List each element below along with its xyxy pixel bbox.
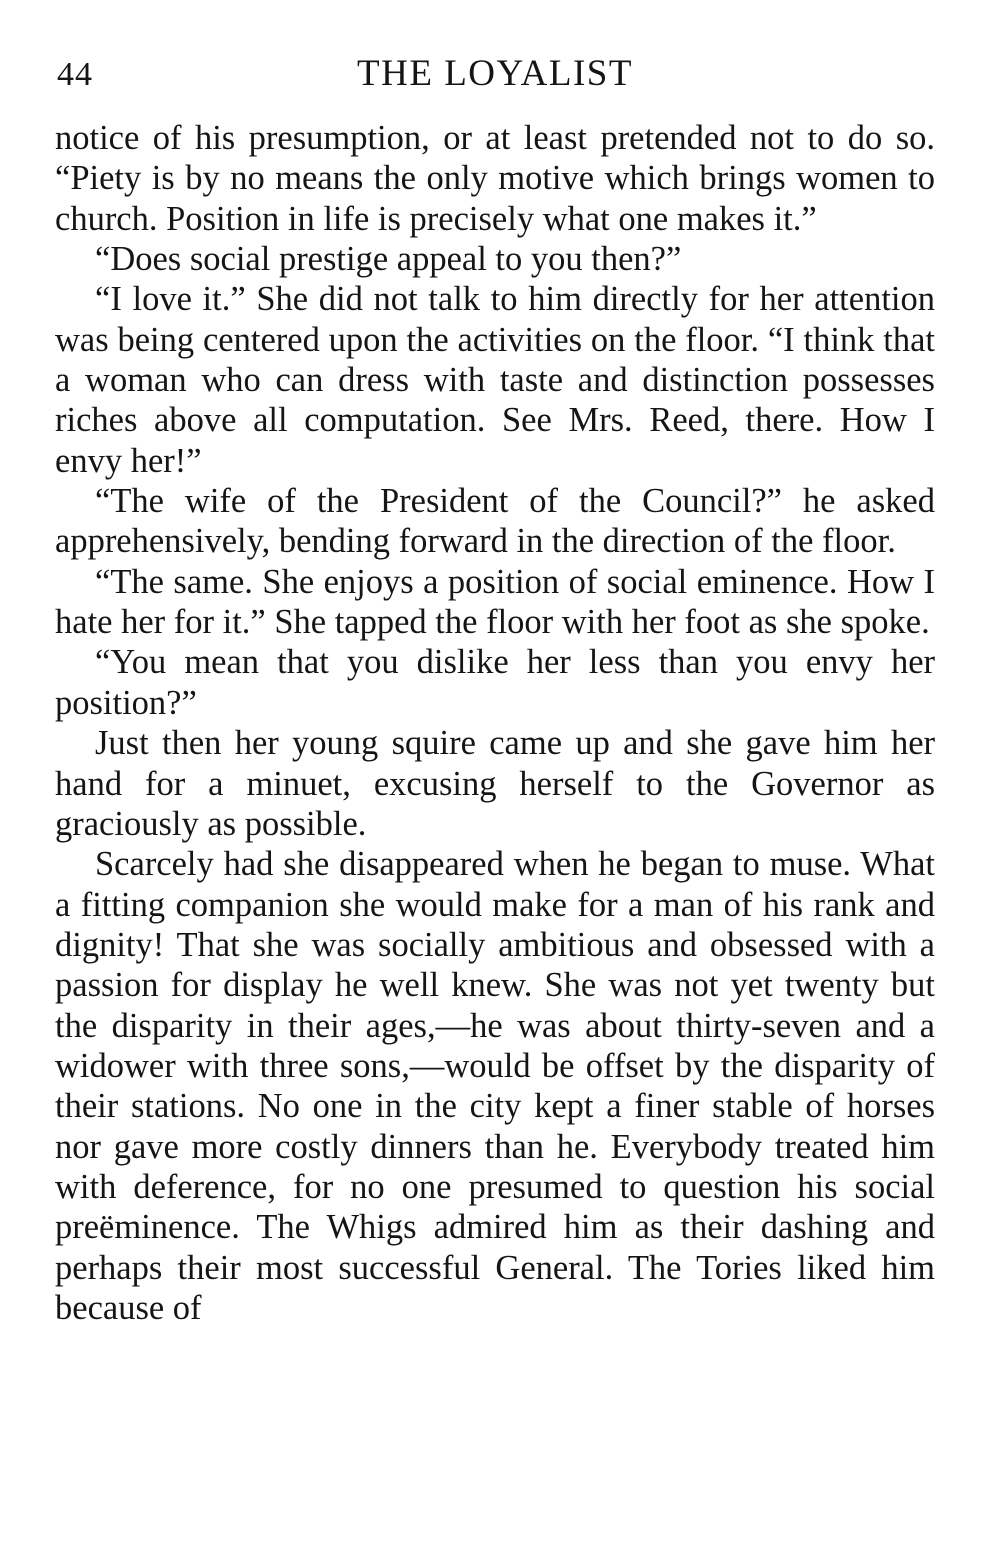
paragraph: “The wife of the President of the Council?” he asked apprehensively, bending forward in the direction of the floor.	[55, 482, 935, 561]
paragraph: “Does social prestige appeal to you then?”	[95, 240, 682, 279]
running-head	[55, 52, 935, 102]
page-number: 44	[57, 56, 93, 93]
paragraph-continued: notice of his presumption, or at least pretended not to do so. “Piety is by no means the only motive which brings women to church. Position in life is precisely what one makes it.”	[55, 119, 935, 238]
body-text	[55, 118, 935, 1328]
paragraph: “I love it.” She did not talk to him directly for her attention was being centered upon the activities on the floor. “I think that a woman who can dress with taste and distinction possesses riches above all computation. See Mrs. Reed, there. How I envy her!”	[55, 280, 935, 480]
paragraph: Scarcely had she disappeared when he began to muse. What a fitting companion she would make for a man of his rank and dignity! That she was socially ambitious and obsessed with a passion for display he well knew. She was not yet twenty but the disparity in their ages,—he was about thirty-seven and a widower with three sons,—would be offset by the disparity of their stations. No one in the city kept a finer stable of horses nor gave more costly dinners than he. Everybody treated him with deference, for no one presumed to question his social preëminence. The Whigs admired him as their dashing and perhaps their most successful General. The Tories liked him because of	[55, 845, 935, 1327]
book-page	[55, 0, 935, 1560]
paragraph: “You mean that you dislike her less than you envy her position?”	[55, 643, 935, 722]
paragraph: Just then her young squire came up and she gave him her hand for a minuet, excusing herself to the Governor as graciously as possible.	[55, 724, 935, 843]
paragraph: “The same. She enjoys a position of social eminence. How I hate her for it.” She tapped the floor with her foot as she spoke.	[55, 562, 935, 642]
running-title: THE LOYALIST	[357, 53, 633, 94]
